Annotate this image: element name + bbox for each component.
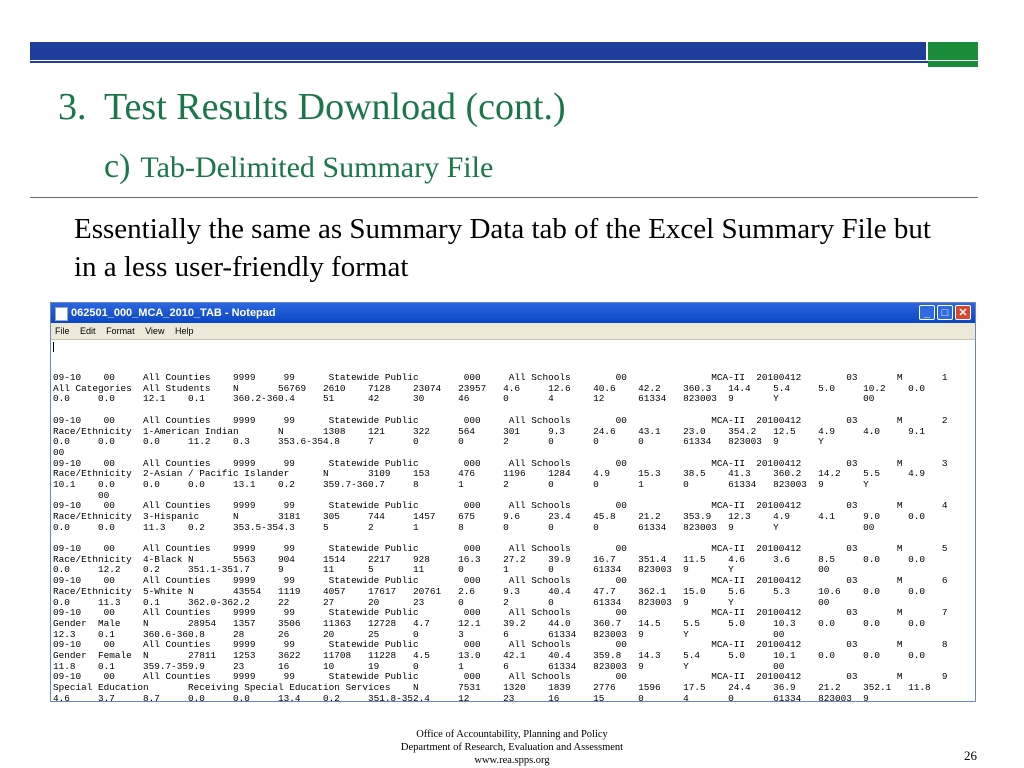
- notepad-menubar: [51, 323, 975, 340]
- slide-subtitle: [104, 148, 493, 186]
- notepad-text-line: 0.0 11.3 0.1 362.0-362.2 22 27 20 23 0 2 0 61334 823003 9 Y 00: [53, 596, 830, 608]
- notepad-text-line: 4.6 3.7 8.7 0.0 0.0 13.4 0.2 351.8-352.4 12 23 16 15 0 4 0 61334 823003 9: [53, 692, 869, 702]
- notepad-text-line: 09-10 00 All Counties 9999 99 Statewide Public 000 All Schools 00 MCA-II 20100412 03 M 7: [53, 607, 948, 619]
- footer-line-department: Department of Research, Evaluation and Assessment: [400, 742, 624, 753]
- notepad-text-line: 09-10 00 All Counties 9999 99 Statewide Public 000 All Schools 00 MCA-II 20100412 03 M 9: [53, 671, 948, 683]
- notepad-text-line: Race/Ethnicity 1-American Indian N 1308 121 322 564 301 9.3 24.6 43.1 23.0 354.2 12.5 4.9 4.0 9.1: [53, 425, 926, 437]
- maximize-button[interactable]: □: [937, 305, 953, 320]
- notepad-text-line: 09-10 00 All Counties 9999 99 Statewide Public 000 All Schools 00 MCA-II 20100412 03 M 3: [53, 457, 948, 469]
- slide-body-text: Essentially the same as Summary Data tab of the Excel Summary File but in a less user-friendly format: [74, 213, 931, 283]
- notepad-text-line: 09-10 00 All Counties 9999 99 Statewide Public 000 All Schools 00 MCA-II 20100412 03 M 8: [53, 639, 948, 651]
- notepad-text-line: Special Education Receiving Special Education Services N 7531 1320 1839 2776 1596 17.5 24.4 36.9 21.2 352.1 11.8: [53, 682, 931, 694]
- menu-file[interactable]: File: [55, 326, 70, 336]
- notepad-text-line: 10.1 0.0 0.0 0.0 13.1 0.2 359.7-360.7 8 1 2 0 0 1 0 61334 823003 9 Y: [53, 478, 869, 490]
- notepad-window: [50, 302, 976, 702]
- header-rule-accent: [928, 61, 978, 67]
- notepad-text-line: 09-10 00 All Counties 9999 99 Statewide Public 000 All Schools 00 MCA-II 20100412 03 M 1: [53, 372, 948, 384]
- menu-edit[interactable]: Edit: [80, 326, 96, 336]
- notepad-text-line: 09-10 00 All Counties 9999 99 Statewide Public 000 All Schools 00 MCA-II 20100412 03 M 2: [53, 414, 948, 426]
- notepad-text-line: 00: [53, 489, 110, 501]
- notepad-text-line: 11.8 0.1 359.7-359.9 23 16 10 19 0 1 6 61334 823003 9 Y 00: [53, 660, 785, 672]
- notepad-text-area[interactable]: [51, 340, 975, 702]
- notepad-text-line: Gender Male N 28954 1357 3506 11363 12728 4.7 12.1 39.2 44.0 360.7 14.5 5.5 5.0 10.3 0.0 0.0 0.0: [53, 617, 926, 629]
- minimize-button[interactable]: _: [919, 305, 935, 320]
- notepad-text-line: 0.0 0.0 11.3 0.2 353.5-354.3 5 2 1 8 0 0 0 61334 823003 9 Y 00: [53, 521, 875, 533]
- notepad-text-line: Race/Ethnicity 5-White N 43554 1119 4057 17617 20761 2.6 9.3 40.4 47.7 362.1 15.0 5.6 5.3 10.6 0.0 0.0: [53, 585, 926, 597]
- menu-help[interactable]: Help: [174, 326, 194, 336]
- notepad-text-line: Gender Female N 27811 1253 3622 11708 11228 4.5 13.0 42.1 40.4 359.8 14.3 5.4 5.0 10.1 0.0 0.0 0.0: [53, 649, 926, 661]
- notepad-text-line: 09-10 00 All Counties 9999 99 Statewide Public 000 All Schools 00 MCA-II 20100412 03 M 5: [53, 543, 948, 555]
- menu-view[interactable]: View: [145, 326, 165, 336]
- notepad-text-line: 0.0 0.0 0.0 11.2 0.3 353.6-354.8 7 0 0 2 0 0 0 61334 823003 9 Y: [53, 436, 824, 448]
- notepad-title: 062501_000_MCA_2010_TAB - Notepad: [71, 307, 276, 319]
- notepad-text-line: All Categories All Students N 56769 2610 7128 23074 23957 4.6 12.6 40.6 42.2 360.3 14.4 5.4 5.0 10.2 0.0: [53, 382, 926, 394]
- text-caret: [53, 342, 54, 352]
- notepad-text-line: Race/Ethnicity 2-Asian / Pacific Islander N 3109 153 476 1196 1284 4.9 15.3 38.5 41.3 360.2 14.2 5.5 4.9: [53, 468, 926, 480]
- slide-subtitle-text: Tab-Delimited Summary File: [140, 151, 494, 184]
- footer-line-office: Office of Accountability, Planning and Policy: [416, 729, 608, 740]
- page-number: 26: [964, 748, 977, 763]
- slide-footer: [0, 728, 1024, 767]
- notepad-text-line: 0.0 0.0 12.1 0.1 360.2-360.4 51 42 30 46 0 4 12 61334 823003 9 Y 00: [53, 393, 875, 405]
- header-rule: [30, 61, 978, 63]
- header-bar-accent: [928, 42, 978, 60]
- close-button[interactable]: ✕: [955, 305, 971, 320]
- header-bar: [30, 42, 978, 60]
- slide-title-text: Test Results Download (cont.): [104, 86, 566, 128]
- notepad-text-line: Race/Ethnicity 3-Hispanic N 3181 305 744 1457 675 9.6 23.4 45.8 21.2 353.9 12.3 4.9 4.1 9.0 0.0: [53, 511, 926, 523]
- notepad-text-line: 09-10 00 All Counties 9999 99 Statewide Public 000 All Schools 00 MCA-II 20100412 03 M 6: [53, 575, 948, 587]
- notepad-text-line: Race/Ethnicity 4-Black N 5563 904 1514 2217 928 16.3 27.2 39.9 16.7 351.4 11.5 4.6 3.6 8.5 0.0 0.0: [53, 553, 926, 565]
- slide-title: [58, 85, 566, 129]
- notepad-text-line: 12.3 0.1 360.6-360.8 28 26 20 25 0 3 6 61334 823003 9 Y 00: [53, 628, 785, 640]
- notepad-titlebar[interactable]: [51, 303, 975, 323]
- slide-title-number: 3.: [58, 86, 87, 128]
- notepad-text-line: 0.0 12.2 0.2 351.1-351.7 9 11 5 11 0 1 0 61334 823003 9 Y 00: [53, 564, 830, 576]
- notepad-text-line: 00: [53, 446, 65, 458]
- notepad-text-line: 09-10 00 All Counties 9999 99 Statewide Public 000 All Schools 00 MCA-II 20100412 03 M 4: [53, 500, 948, 512]
- notepad-icon: [55, 307, 68, 321]
- menu-format[interactable]: Format: [106, 326, 135, 336]
- title-divider: [30, 197, 978, 198]
- slide-subtitle-letter: c): [104, 148, 131, 185]
- footer-line-website: www.rea.spps.org: [474, 755, 550, 766]
